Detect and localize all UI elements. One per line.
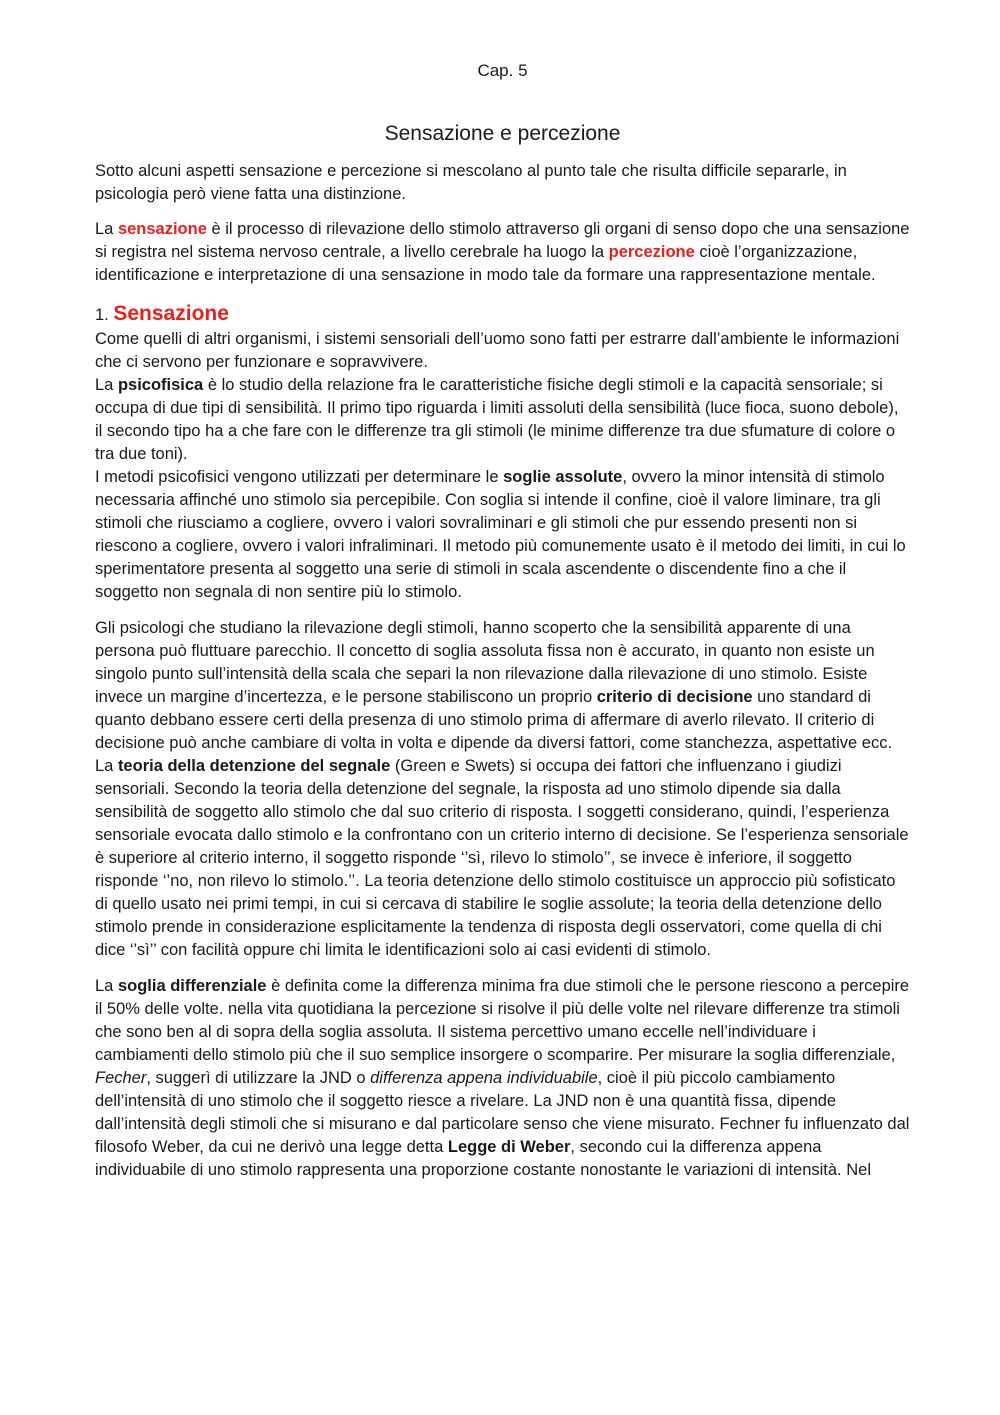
text-span: (Green e Swets) si occupa dei fattori che influenzano i giudizi sensoriali. Secondo la teoria della detenzione del segnale, la risposta ad uno stimolo dipende sia dalla sensibilità de soggetto allo stimolo che dal suo criterio di risposta. I soggetti considerano, quindi, l’esperienza sensoriale evocata dallo stimolo e la confrontano con un criterio interno di decisione. Se l’esperienza sensoriale è superiore al criterio interno, il soggetto risponde ‘’sì, rilevo lo stimolo’’, se invece è inferiore, il soggetto risponde ‘’no, non rilevo lo stimolo.’’. La teoria detenzione dello stimolo costituisce un approccio più sofisticato di quello usato nei primi tempi, in cui si cercava di stabilire le soglie assolute; la teoria della detenzione dello stimolo prende in considerazione esplicitamente la tendenza di risposta degli osservatori, come quella di chi dice ‘’sì’’ con facilità oppure chi limita le identificazioni solo ai casi evidenti di stimolo. [95,757,909,959]
term-criterio-di-decisione: criterio di decisione [596,688,753,706]
text-span: uno standard di quanto debbano essere certi della presenza di uno stimolo prima di affermare di averlo rilevato. Il criterio di decisione può anche cambiare di volta in volta e dipende da diversi fattori, come stanchezza, aspettative ecc. La [95,688,893,775]
section-paragraph-1: Come quelli di altri organismi, i sistemi sensoriali dell’uomo sono fatti per estrarre dall’ambiente le informazioni che ci servono per funzionare e sopravvivere. [95,330,900,371]
chapter-label: Cap. 5 [477,61,528,80]
text-span: La [95,376,118,394]
term-soglie-assolute: soglie assolute [503,468,623,486]
term-teoria-detenzione-segnale: teoria della detenzione del segnale [117,757,391,775]
section-paragraph-2 [95,374,910,466]
name-fecher: Fecher [95,1069,147,1087]
text-span: , secondo cui la differenza appena individuabile di uno stimolo rappresenta una proporzione costante nonostante le variazioni di intensità. Nel [95,1138,871,1179]
section-number: 1. [95,306,114,324]
text-span: La [95,220,118,238]
section-paragraph-5 [95,975,910,1182]
term-psicofisica: psicofisica [117,376,204,394]
text-span: , cioè il più piccolo cambiamento dell’intensità di uno stimolo che il soggetto riesce a rivelare. La JND non è una quantità fissa, dipende dall’intensità degli stimoli che si misurano e dal particolare senso che viene misurato. Fechner fu influenzato dal filosofo Weber, da cui ne derivò una legge detta [95,1069,910,1156]
section-title: Sensazione [113,302,229,325]
term-sensazione: sensazione [117,220,207,238]
document-body [95,160,910,1182]
text-span: cioè l’organizzazione, identificazione e interpretazione di una sensazione in modo tale da formare una rappresentazione mentale. [95,243,876,284]
section-paragraph-4 [95,617,910,962]
text-span: , suggerì di utilizzare la JND o [146,1069,371,1087]
term-differenza-appena-individuabile: differenza appena individuabile [370,1069,598,1087]
page-title: Sensazione e percezione [384,122,621,145]
intro-paragraph-1: Sotto alcuni aspetti sensazione e percezione si mescolano al punto tale che risulta difficile separarle, in psicologia però viene fatta una distinzione. [95,162,847,203]
text-span: è lo studio della relazione fra le caratteristiche fisiche degli stimoli e la capacità sensoriale; si occupa di due tipi di sensibilità. Il primo tipo riguarda i limiti assoluti della sensibilità (luce fioca, suono debole), il secondo tipo ha a che fare con le differenze tra gli stimoli (le minime differenze tra due sfumature di colore o tra due toni). [95,376,899,463]
text-span: Gli psicologi che studiano la rilevazione degli stimoli, hanno scoperto che la sensibilità apparente di una persona può fluttuare parecchio. Il concetto di soglia assoluta fissa non è accurato, in quanto non esiste un singolo punto sull’intensità della scala che separi la non rilevazione dalla rilevazione di uno stimolo. Esiste invece un margine d’incertezza, e le persone stabiliscono un proprio [95,619,875,706]
text-span: è il processo di rilevazione dello stimolo attraverso gli organi di senso dopo che una sensazione si registra nel sistema nervoso centrale, a livello cerebrale ha luogo la [95,220,910,261]
term-legge-di-weber: Legge di Weber [447,1138,571,1156]
section-heading [95,301,910,328]
section-paragraph-3 [95,466,910,604]
text-span: è definita come la differenza minima fra due stimoli che le persone riescono a percepire il 50% delle volte. nella vita quotidiana la percezione si risolve il più delle volte nel rilevare differenze tra stimoli che sono ben al di sopra della soglia assoluta. Il sistema percettivo umano eccelle nell’individuare i cambiamenti dello stimolo più che il suo semplice insorgere o scomparire. Per misurare la soglia differenziale, [95,977,910,1064]
term-percezione: percezione [608,243,695,261]
text-span: I metodi psicofisici vengono utilizzati per determinare le [95,468,504,486]
intro-paragraph-2 [95,218,910,287]
text-span: La [95,977,118,995]
term-soglia-differenziale: soglia differenziale [117,977,267,995]
text-span: , ovvero la minor intensità di stimolo necessaria affinché uno stimolo sia percepibile. Con soglia si intende il confine, cioè il valore liminare, tra gli stimoli che riusciamo a cogliere, ovvero i valori sovraliminari e gli stimoli che pur essendo presenti non si riescono a cogliere, ovvero i valori infraliminari. Il metodo più comunemente usato è il metodo dei limiti, in cui lo sperimentatore presenta al soggetto una serie di stimoli in scala ascendente o discendente fino a che il soggetto non segnala di non sentire più lo stimolo. [95,468,906,601]
